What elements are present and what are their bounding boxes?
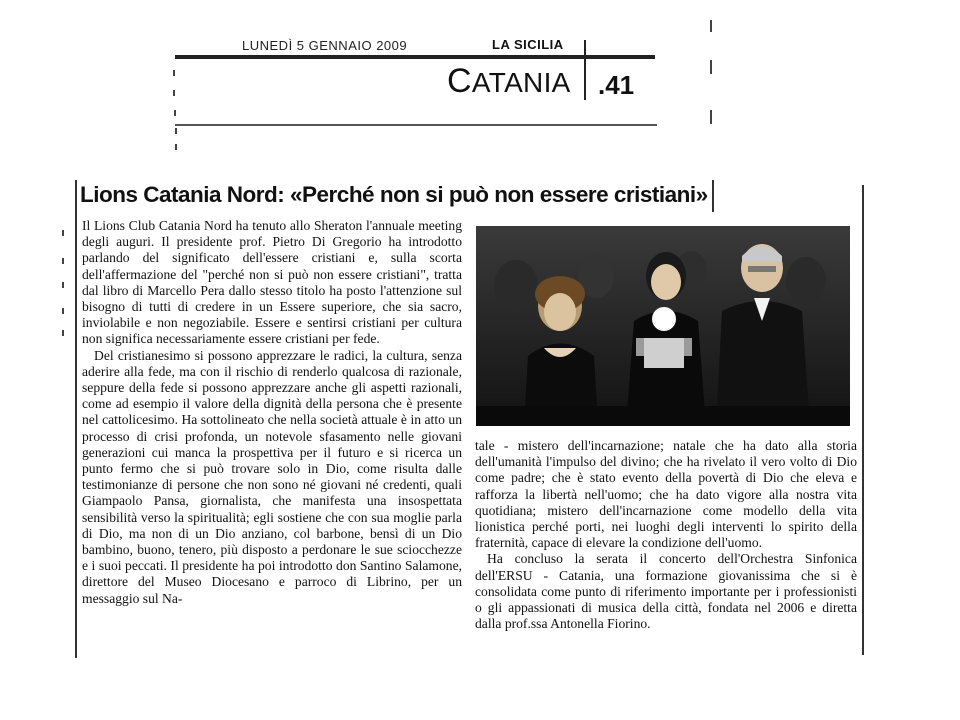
page-number: .41 — [598, 70, 635, 100]
header-top-rule — [175, 55, 655, 59]
scan-speck — [62, 330, 64, 336]
section-title — [447, 62, 571, 101]
scan-speck — [710, 110, 712, 124]
article-column-right — [475, 438, 857, 632]
scan-speck — [173, 90, 175, 96]
article-paragraph: Il Lions Club Catania Nord ha tenuto allo Sheraton l'annuale meeting degli auguri. Il presidente prof. Pietro Di Gregorio ha introdotto parlando del significato dell'essere cristiani e, sulla scorta dell'affermazione del "perché non si può non essere cristiani", tratta dal libro di Marcello Pera dallo stesso titolo ha posto l'attenzione sul bisogno di tutti di credere in un Essere superiore, che sia sacro, inviolabile e non negoziabile. Essere e sentirsi cristiani per cultura non significa necessariamente essere cristiani per fede. — [82, 218, 462, 347]
article-column-left — [82, 218, 462, 607]
scan-speck — [710, 20, 712, 32]
article-paragraph: Del cristianesimo si possono apprezzare le radici, la cultura, senza aderire alla fede, ma con il rischio di renderlo qualcosa di razionale, seppure della fede si possono apprezzare anche gli aspetti razionali, come ad esempio il valore della dignità della persona che è presente nel cattolicesimo. Ha sottolineato che nella società attuale è in atto un processo di crisi profonda, un notevole sfasamento nelle giovani generazioni cui manca la prospettiva per il futuro e si ricerca un punto fermo che si può trovare solo in Dio, come risulta dalle testimonianze di persone che non sono né giovani né credenti, quali Giampaolo Pansa, giornalista, che manifesta una insospettata sensibilità verso la spiritualità; egli sostiene che con sua moglie parla di Dio, ma non di un Dio anziano, col barbone, bensì di un Dio bambino, buono, tenero, più disposto a perdonare le sue sciocchezze e i suoi peccati. Il presidente ha poi introdotto don Santino Salamone, direttore del Museo Diocesano e parroco di Librino, per un messaggio sul Na- — [82, 347, 462, 606]
header-vertical-rule — [584, 40, 586, 100]
scan-speck — [174, 110, 176, 116]
scan-speck — [175, 128, 177, 134]
article-paragraph: Ha concluso la serata il concerto dell'Orchestra Sinfonica dell'ERSU - Catania, una formazione giovanissima che si è consolidata come punto di riferimento importante per i professionisti o gli appassionati di musica della città, fondata nel 2006 e diretta dalla prof.ssa Antonella Fiorino. — [475, 551, 857, 632]
article-paragraph: tale - mistero dell'incarnazione; natale che ha dato alla storia dell'umanità l'impulso del divino; che ha rivelato il vero volto di Dio come padre; che è stato evento della povertà di Dio che eleva e rafforza la libertà nell'uomo; che ha dato vigore alla nostra vita quotidiana; mistero dell'incarnazione come modello della vita lionistica perché porti, nei luoghi degli interventi lo spirito della fraternità, capace di elevare la condizione dell'uomo. — [475, 438, 857, 551]
article-frame-left — [75, 180, 77, 658]
article-headline: Lions Catania Nord: «Perché non si può non essere cristiani» — [80, 182, 708, 207]
article-photo — [476, 226, 850, 426]
article-frame-right — [862, 185, 864, 655]
scan-speck — [62, 282, 64, 288]
scan-speck — [62, 230, 64, 236]
scan-speck — [710, 60, 712, 74]
newspaper-name: LA SICILIA — [492, 37, 564, 52]
scan-speck — [62, 308, 64, 314]
scan-speck — [173, 70, 175, 76]
issue-date: LUNEDÌ 5 GENNAIO 2009 — [242, 38, 408, 53]
header-bottom-rule — [175, 124, 657, 126]
scan-speck — [62, 258, 64, 264]
section-title-rest: ATANIA — [471, 67, 571, 98]
scan-speck — [175, 144, 177, 150]
section-title-initial: C — [447, 62, 472, 100]
